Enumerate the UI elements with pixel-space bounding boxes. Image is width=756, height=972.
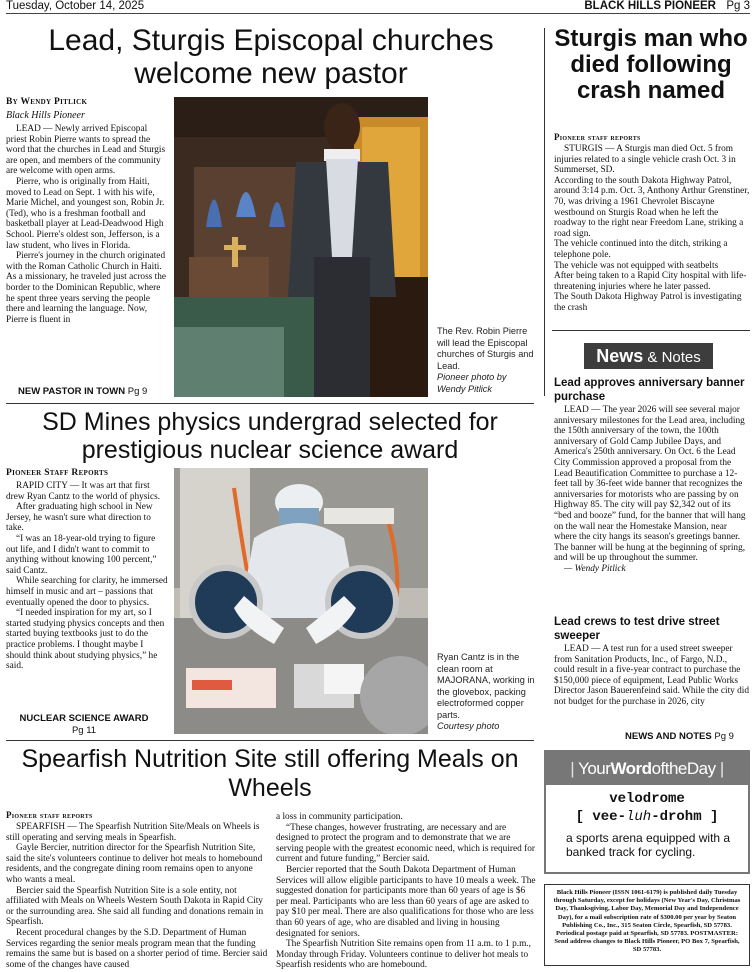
story1-byline: By Wendy Pitlick <box>6 97 88 107</box>
story1-source: Black Hills Pioneer <box>6 110 85 121</box>
word-of-day-title: | YourWordoftheDay | <box>546 752 748 785</box>
column-rule <box>544 28 545 396</box>
news-notes-jump[interactable]: NEWS AND NOTES Pg 9 <box>625 731 734 742</box>
issue-date: Tuesday, October 14, 2025 <box>6 0 145 12</box>
word-of-day-pronunciation: [ vee-luh-drohm ] <box>575 809 719 825</box>
story3-body: RAPID CITY — It was art that first drew Ryan Cantz to the world of physics. After graduating high school in New Jersey, he wasn't sure what direction to take. “I was an 18-year-old trying to figure out life, and I didn't want to commit to anything without knowing 100 percent,” said Cantz. While searching for clarity, he immersed himself in music and art – passions that eventually opened the door to physics. “I needed inspiration for my art, so I started studying physics concepts and then started buying textbooks just to do the practice problems. I thought maybe I should think about studying physics,” he said. <box>6 481 168 672</box>
publication-info: Black Hills Pioneer (ISSN 1061-6179) is published daily Tuesday through Saturday, except for holidays (New Year's Day, Christmas Day, Thanksgiving, Labor Day, Memorial Day and Independence Day), for a mail subscription rate of $300.00 per year by Seaton Publishing Co., Inc., 315 Seaton Circle, Spearfish, SD 57783. Periodical postage paid at Spearfish, SD 57783. POSTMASTER: Send address changes to Black Hills Pioneer, PO Box 7, Spearfish, SD 57783. <box>544 884 750 966</box>
story2-headline: Sturgis man who died following crash named <box>554 25 748 104</box>
story4-headline: Spearfish Nutrition Site still offering Meals on Wheels <box>21 745 519 802</box>
word-of-day-definition: a sports arena equipped with a banked track for cycling. <box>566 831 731 859</box>
cleanroom-photo <box>174 468 428 734</box>
word-of-day-box <box>544 750 750 874</box>
story2-body: STURGIS — A Sturgis man died Oct. 5 from injuries related to a single vehicle crash Oct. 3 in Summerset, SD. According to the south Dakota Highway Patrol, around 3:14 p.m. Oct. 3, Anthony Arthur Grenstiner, 70, was driving a 1961 Chevrolet Biscayne westbound on Sturgis Road when he left the roadway to the right near Freedom Lane, striking a road sign. The vehicle continued into the ditch, striking a telephone pole. The vehicle was not equipped with seatbelts After being taken to a Rapid City hospital with life-threatening injuries where he later passed. The South Dakota Highway Patrol is investigating the crash <box>554 144 750 313</box>
story4-col2: a loss in community participation. “These changes, however frustrating, are necessary and are designed to protect the program and to demonstrate that we are serving people with the greatest economic need, which is required for current and future funding,” Bercier said. Bercier reported that the South Dakota Department of Human Services will allow eligible participants to have 10 meals a week. The suggested donation for participants more than 60 years of age is $6 per meal. Participants who are less than 60 years of age are asked to pay $10 per meal. There are also qualifications for those who are less than 60 years of age, who are disabled and living in housing designated for seniors. The Spearfish Nutrition Site remains open from 11 a.m. to 1 p.m., Monday through Friday. Volunteers continue to deliver hot meals to Spearfish residents who are homebound. <box>276 812 536 970</box>
story4-col1: SPEARFISH — The Spearfish Nutrition Site/Meals on Wheels is still operating and serving meals in Spearfish. Gayle Bercier, nutrition director for the Spearfish Nutrition Site, said the site's volunteers continue to deliver hot meals to homebound residents, and the congregate dining room remains open to anyone who wants a meal. Bercier said the Spearfish Nutrition Site is a sole entity, not affiliated with Meals on Wheels Western South Dakota in Rapid City or the surrounding area. She said all funding and donations remain in Spearfish. Recent procedural changes by the S.D. Department of Human Services regarding the senior meals program mean that the funding remains the same but is based on a shorter period of time. Bercier said some of the changes have caused <box>6 822 268 970</box>
brief2-headline: Lead crews to test drive street sweeper <box>554 616 720 642</box>
paper-name: BLACK HILLS PIONEER <box>584 0 716 12</box>
story2-byline: Pioneer staff reports <box>554 132 641 142</box>
page-header <box>6 0 750 14</box>
story3-caption: Ryan Cantz is in the clean room at MAJORANA, working in the glovebox, packing electroformed copper parts. Courtesy photo <box>437 652 535 731</box>
brief1-headline: Lead approves anniversary banner purchase <box>554 377 745 403</box>
story1-jump[interactable]: NEW PASTOR IN TOWN Pg 9 <box>18 386 148 397</box>
brief2-body: LEAD — A test run for a used street sweeper from Sanitation Products, Inc., of Fargo, N.D., could result in a five-year contract to purchase the $150,000 piece of equipment, Lead Public Works Director Jason Bauerenfeind said. While the city did not budget for the purchase in 2026, city <box>554 644 750 707</box>
story4-byline: Pioneer staff reports <box>6 810 93 820</box>
page-number: Pg 3 <box>726 0 750 12</box>
brief1-body: LEAD — The year 2026 will see several major anniversary milestones for the Lead area, including the 150th anniversary of the town, the 100th anniversary of Gold Camp Jubilee Days, and America's 250th anniversary. On Oct. 6 the Lead City Commission approved a proposal from the Lead Beautification Committee to purchase a 12-feet tall by 36-feet wide banner that recognizes the anniversaries for motorists who are passing by on Highway 85. The city will pay $2,342 out of its “bed and booze” fund, for the banner that will hang on the wall near the Homestake Mansion, near where the city hangs its season's greetings banner. The banner will be hung at the beginning of spring, and will be up throughout the summer. — Wendy Pitlick <box>554 405 746 574</box>
story1-caption: The Rev. Robin Pierre will lead the Episcopal churches of Sturgis and Lead. Pioneer photo by Wendy Pitlick <box>437 326 534 394</box>
story3-jump[interactable]: NUCLEAR SCIENCE AWARD Pg 11 <box>19 713 149 736</box>
word-of-day-word: velodrome <box>609 791 685 807</box>
story1-headline: Lead, Sturgis Episcopal churches welcome new pastor <box>48 24 494 90</box>
news-notes-banner: News & Notes <box>584 343 713 369</box>
story3-byline: Pioneer Staff Reports <box>6 468 109 478</box>
story1-body: LEAD — Newly arrived Episcopal priest Robin Pierre wants to spread the word that the churches in Lead and Sturgis are open, and members of the community are welcome with open arms. Pierre, who is originally from Haiti, moved to Lead on Sept. 1 with his wife, Marie Michel, and youngest son, Robin Jr. (Ted), who is a freshman football and basketball player at Lead-Deadwood High School. Pierre's oldest son, Jefferson, is a law student, who lives in Florida. Pierre's journey in the church originated with the Roman Catholic Church in Haiti. As a missionary, he traveled just across the border to the Dominican Republic, where he spent three years serving the people there and learning the language. Now, Pierre is fluent in <box>6 124 166 325</box>
story3-headline: SD Mines physics undergrad selected for prestigious nuclear science award <box>42 408 498 464</box>
divider <box>6 740 534 741</box>
divider <box>552 330 750 331</box>
divider <box>6 403 534 404</box>
pastor-photo <box>174 97 428 397</box>
